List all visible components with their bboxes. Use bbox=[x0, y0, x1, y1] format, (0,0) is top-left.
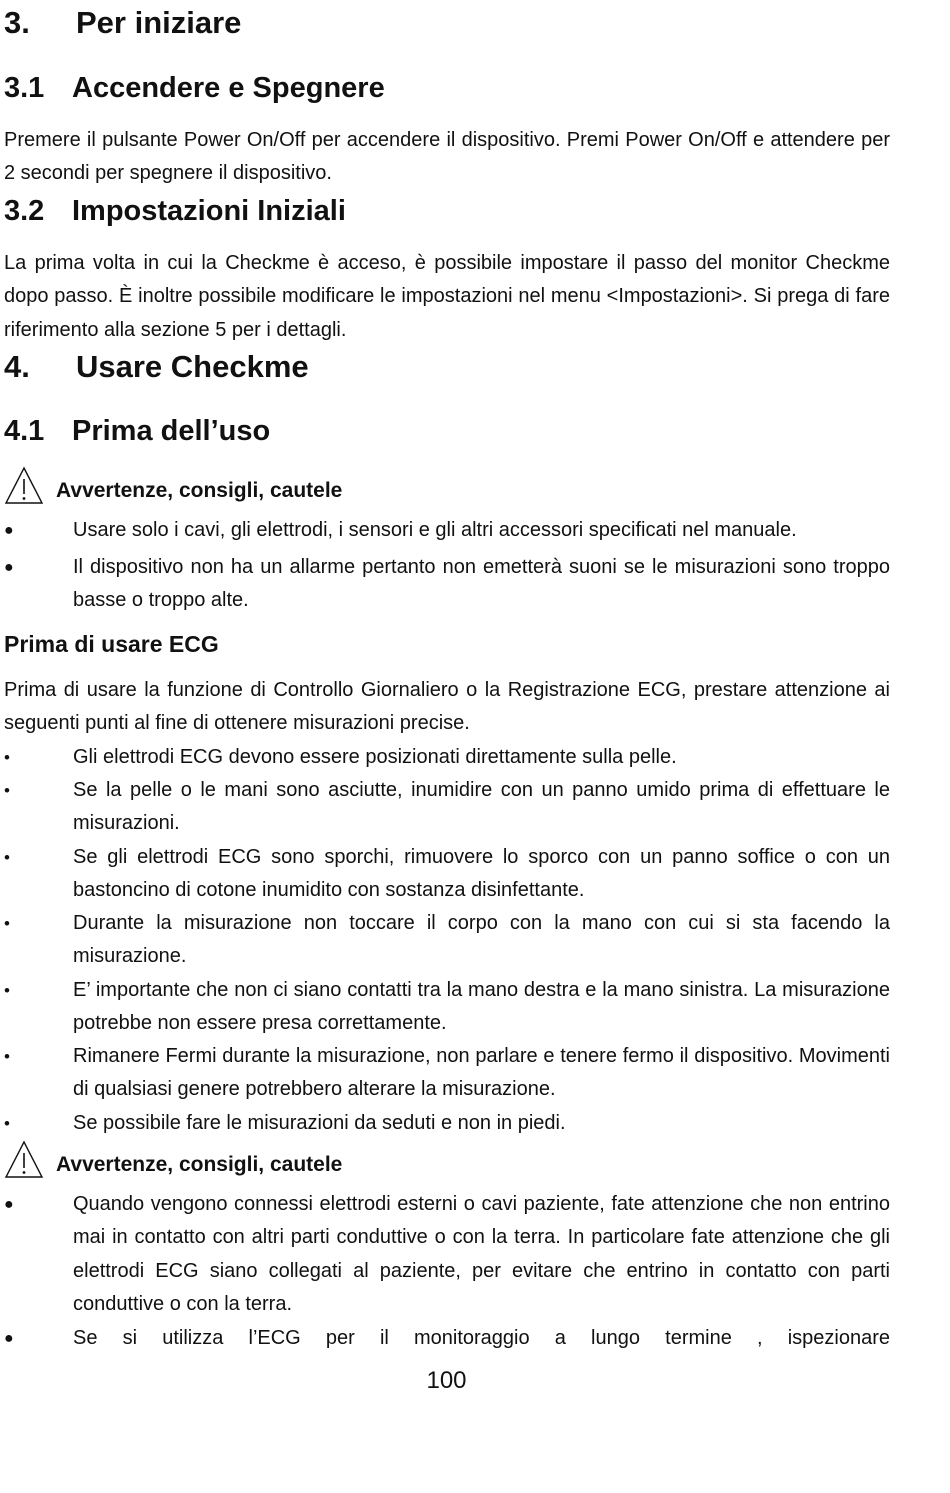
list-item-text: Usare solo i cavi, gli elettrodi, i sensori e gli altri accessori specificati nel manuale. bbox=[73, 519, 797, 541]
bullet-marker: • bbox=[4, 848, 10, 867]
ecg-intro-paragraph bbox=[4, 674, 890, 741]
list-item bbox=[4, 1188, 890, 1322]
bullet-marker: • bbox=[4, 1047, 10, 1066]
bullet-marker: • bbox=[4, 1114, 10, 1133]
bullet-marker: ● bbox=[4, 1196, 14, 1213]
chapter-title: Usare Checkme bbox=[76, 349, 309, 384]
paragraph-text: Prima di usare la funzione di Controllo Giornaliero o la Registrazione ECG, prestare attenzione ai seguenti punti al fine di ottenere misurazioni precise. bbox=[4, 679, 890, 735]
chapter-number: 3. bbox=[4, 5, 30, 40]
list-item-text: E’ importante che non ci siano contatti tra la mano destra e la mano sinistra. La misurazione potrebbe non essere presa correttamente. bbox=[73, 979, 890, 1035]
list-item-text: Durante la misurazione non toccare il corpo con la mano con cui si sta facendo la misurazione. bbox=[73, 912, 890, 968]
section-title: Accendere e Spegnere bbox=[72, 72, 385, 104]
chapter-3-heading bbox=[4, 3, 890, 43]
section-3-2-paragraph bbox=[4, 247, 890, 347]
chapter-title: Per iniziare bbox=[76, 5, 242, 40]
bullet-marker: • bbox=[4, 981, 10, 1000]
bullet-marker: • bbox=[4, 781, 10, 800]
warning-title: Avvertenze, consigli, cautele bbox=[56, 1153, 343, 1176]
list-item-text: Gli elettrodi ECG devono essere posizionati direttamente sulla pelle. bbox=[73, 746, 677, 768]
list-item bbox=[4, 514, 890, 547]
list-item bbox=[4, 551, 890, 618]
list-item bbox=[4, 774, 890, 841]
warning-heading bbox=[4, 466, 604, 508]
section-3-1-paragraph bbox=[4, 124, 890, 191]
list-item bbox=[4, 1040, 890, 1107]
list-item-text: Se si utilizza l’ECG per il monitoraggio a lungo termine , ispezionare bbox=[73, 1327, 890, 1349]
paragraph-text: La prima volta in cui la Checkme è acceso, è possibile impostare il passo del monitor Checkme dopo passo. È inoltre possibile modificare le impostazioni nel menu <Impostazioni>. Si prega di fare riferimento alla sezione 5 per i dettagli. bbox=[4, 252, 890, 341]
bullet-marker: • bbox=[4, 914, 10, 933]
list-item bbox=[4, 1322, 890, 1355]
page-number: 100 bbox=[426, 1367, 467, 1394]
subheading-text: Prima di usare ECG bbox=[4, 631, 219, 657]
warning-triangle-icon bbox=[4, 1140, 44, 1180]
ecg-subheading bbox=[4, 629, 890, 659]
warning-title: Avvertenze, consigli, cautele bbox=[56, 479, 343, 502]
chapter-number: 4. bbox=[4, 349, 30, 384]
list-item-text: Se gli elettrodi ECG sono sporchi, rimuovere lo sporco con un panno soffice o con un bastoncino di cotone inumidito con sostanza disinfettante. bbox=[73, 846, 890, 902]
section-number: 4.1 bbox=[4, 415, 45, 447]
warning-triangle-icon bbox=[4, 466, 44, 506]
list-item bbox=[4, 974, 890, 1041]
list-item bbox=[4, 907, 890, 974]
bullet-marker: ● bbox=[4, 1330, 14, 1347]
section-title: Prima dell’uso bbox=[72, 415, 271, 447]
bullet-marker: • bbox=[4, 748, 10, 767]
section-4-1-heading bbox=[4, 412, 890, 450]
list-item bbox=[4, 741, 890, 774]
section-3-1-heading bbox=[4, 69, 890, 107]
warning-heading bbox=[4, 1140, 604, 1182]
section-number: 3.1 bbox=[4, 72, 45, 104]
list-item-text: Se la pelle o le mani sono asciutte, inumidire con un panno umido prima di effettuare le misurazioni. bbox=[73, 779, 890, 835]
list-item-text: Rimanere Fermi durante la misurazione, non parlare e tenere fermo il dispositivo. Movimenti di qualsiasi genere potrebbero alterare la misurazione. bbox=[73, 1045, 890, 1101]
list-item bbox=[4, 841, 890, 908]
list-item-text: Il dispositivo non ha un allarme pertanto non emetterà suoni se le misurazioni sono troppo basse o troppo alte. bbox=[73, 556, 890, 612]
section-title: Impostazioni Iniziali bbox=[72, 195, 346, 227]
list-item-text: Quando vengono connessi elettrodi esterni o cavi paziente, fate attenzione che non entrino mai in contatto con altri parti conduttive o con la terra. In particolare fate attenzione che gli elettrodi ECG siano collegati al paziente, per evitare che entrino in contatto con parti conduttive o con la terra. bbox=[73, 1193, 890, 1316]
section-number: 3.2 bbox=[4, 195, 45, 227]
list-item bbox=[4, 1107, 890, 1140]
bullet-marker: ● bbox=[4, 522, 14, 539]
section-3-2-heading bbox=[4, 192, 890, 230]
list-item-text: Se possibile fare le misurazioni da seduti e non in piedi. bbox=[73, 1112, 566, 1134]
chapter-4-heading bbox=[4, 347, 890, 387]
bullet-marker: ● bbox=[4, 559, 14, 576]
paragraph-text: Premere il pulsante Power On/Off per accendere il dispositivo. Premi Power On/Off e attendere per 2 secondi per spegnere il dispositivo. bbox=[4, 129, 890, 185]
